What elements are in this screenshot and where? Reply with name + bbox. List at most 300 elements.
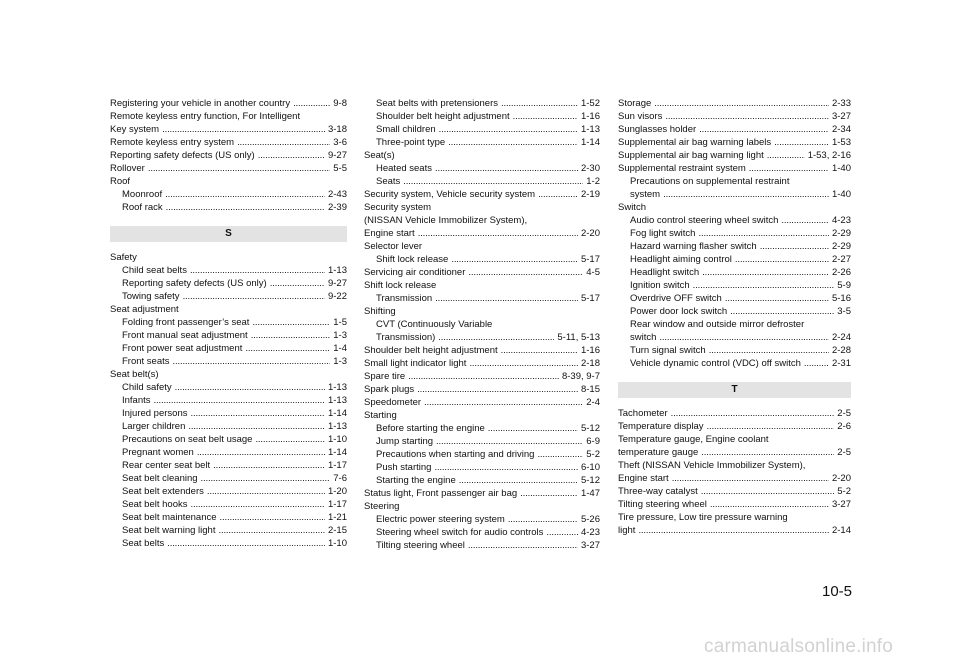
dot-leader: [434, 461, 578, 474]
dot-leader: [191, 498, 325, 511]
page-reference: 2-31: [831, 358, 851, 369]
entry-text: Storage: [618, 98, 652, 109]
dot-leader: [730, 305, 834, 318]
page-reference: 1-21: [327, 512, 347, 523]
index-entry: [364, 539, 600, 552]
entry-text: Seat belt warning light: [122, 525, 216, 536]
entry-text: Electric power steering system: [376, 514, 505, 525]
page-reference: 2-39: [327, 202, 347, 213]
entry-text: Supplemental restraint system: [618, 163, 746, 174]
entry-text: Rear center seat belt: [122, 460, 211, 471]
page-reference: 2-15: [327, 525, 347, 536]
page-reference: 2-26: [831, 267, 851, 278]
page-reference: 6-9: [586, 436, 600, 447]
page-reference: 3-5: [837, 306, 851, 317]
page-reference: 3-27: [831, 111, 851, 122]
entry-text: Front seats: [122, 356, 170, 367]
page-reference: 1-13: [327, 395, 347, 406]
entry-text: Switch: [618, 202, 646, 213]
index-entry: [110, 446, 347, 459]
page-reference: 2-18: [580, 358, 600, 369]
dot-leader: [672, 472, 829, 485]
entry-text: Engine start: [364, 228, 415, 239]
index-entry: [618, 357, 851, 370]
index-entry: [110, 329, 347, 342]
dot-leader: [501, 97, 578, 110]
dot-leader: [220, 511, 325, 524]
dot-leader: [165, 188, 325, 201]
entry-text: Pregnant women: [122, 447, 194, 458]
page-reference: 5-2: [837, 486, 851, 497]
dot-leader: [448, 136, 578, 149]
dot-leader: [710, 498, 829, 511]
entry-text: Reporting safety defects (US only): [122, 278, 267, 289]
page-reference: 3-27: [831, 499, 851, 510]
entry-text: Overdrive OFF switch: [630, 293, 722, 304]
page-reference: 5-11, 5-13: [557, 332, 600, 343]
page-reference: 1-14: [327, 447, 347, 458]
dot-leader: [701, 485, 835, 498]
dot-leader: [252, 316, 330, 329]
dot-leader: [218, 524, 325, 537]
index-entry: [618, 266, 851, 279]
dot-leader: [701, 446, 834, 459]
dot-leader: [735, 253, 829, 266]
dot-leader: [154, 394, 325, 407]
index-entry: [618, 214, 851, 227]
index-column-2: [364, 97, 600, 552]
index-entry: [110, 251, 347, 264]
index-entry: [364, 266, 600, 279]
page-reference: 5-16: [831, 293, 851, 304]
dot-leader: [403, 175, 583, 188]
dot-leader: [725, 292, 829, 305]
dot-leader: [167, 537, 325, 550]
dot-leader: [546, 526, 578, 539]
index-entry: [364, 435, 600, 448]
entry-text: Tilting steering wheel: [376, 540, 465, 551]
page-reference: 2-24: [831, 332, 851, 343]
page-reference: 4-5: [586, 267, 600, 278]
entry-text: Roof: [110, 176, 131, 187]
index-entry: [618, 253, 851, 266]
entry-text: Headlight switch: [630, 267, 700, 278]
entry-text: Shoulder belt height adjustment: [364, 345, 498, 356]
index-entry: [364, 461, 600, 474]
index-entry: [110, 303, 347, 316]
entry-text: Transmission): [376, 332, 436, 343]
entry-text: Rollover: [110, 163, 145, 174]
page-reference: 5-2: [586, 449, 600, 460]
page-reference: 2-30: [580, 163, 600, 174]
entry-text: Infants: [122, 395, 151, 406]
entry-text: Ignition switch: [630, 280, 690, 291]
index-entry: [618, 459, 851, 485]
page-reference: 2-28: [831, 345, 851, 356]
page-reference: 1-53: [831, 137, 851, 148]
entry-text: Seat belt hooks: [122, 499, 188, 510]
index-entry: [110, 368, 347, 381]
index-entry: [110, 355, 347, 368]
index-entry: [110, 342, 347, 355]
entry-text: Front power seat adjustment: [122, 343, 243, 354]
index-entry: [110, 394, 347, 407]
entry-text: Front manual seat adjustment: [122, 330, 248, 341]
entry-text: Starting: [364, 410, 397, 421]
entry-text: Remote keyless entry function, For Intelligent: [110, 111, 301, 122]
index-entry: [364, 279, 600, 292]
entry-text: Remote keyless entry system: [110, 137, 235, 148]
dot-leader: [767, 149, 805, 162]
index-entry: [110, 537, 347, 550]
index-entry: [618, 201, 851, 214]
index-entry: [618, 433, 851, 459]
index-entry: [618, 97, 851, 110]
page-reference: 2-5: [837, 447, 851, 458]
page-reference: 3-27: [580, 540, 600, 551]
index-entry: [110, 136, 347, 149]
dot-leader: [488, 422, 578, 435]
index-entry: [110, 175, 347, 188]
index-entry: [110, 149, 347, 162]
index-entry: [618, 110, 851, 123]
entry-text: Small light indicator light: [364, 358, 467, 369]
entry-text: Moonroof: [122, 189, 163, 200]
index-entry: [618, 227, 851, 240]
index-entry: [110, 498, 347, 511]
entry-text: Vehicle dynamic control (VDC) off switch: [630, 358, 801, 369]
page-reference: 1-13: [327, 265, 347, 276]
dot-leader: [665, 110, 829, 123]
page-reference: 2-29: [831, 241, 851, 252]
entry-text: Temperature gauge, Engine coolant: [618, 434, 769, 445]
index-entry: [110, 162, 347, 175]
entry-text: Seat adjustment: [110, 304, 179, 315]
entry-text: Starting the engine: [376, 475, 456, 486]
dot-leader: [183, 290, 325, 303]
index-entry: [618, 498, 851, 511]
dot-leader: [188, 420, 325, 433]
entry-text: Precautions on seat belt usage: [122, 434, 253, 445]
page-reference: 2-14: [831, 525, 851, 536]
dot-leader: [258, 149, 325, 162]
dot-leader: [293, 97, 330, 110]
entry-text: Seats: [376, 176, 401, 187]
page-reference: 3-6: [333, 137, 347, 148]
entry-text: Temperature display: [618, 421, 704, 432]
dot-leader: [270, 277, 325, 290]
entry-text: Steering wheel switch for audio controls: [376, 527, 544, 538]
index-entry: [364, 253, 600, 266]
page-reference: 1-17: [327, 460, 347, 471]
index-entry: [110, 381, 347, 394]
entry-text: Safety: [110, 252, 137, 263]
entry-text: Jump starting: [376, 436, 434, 447]
dot-leader: [468, 539, 578, 552]
page-reference: 1-20: [327, 486, 347, 497]
dot-leader: [537, 448, 583, 461]
page-reference: 1-2: [586, 176, 600, 187]
watermark: carmanualsonline.info: [704, 636, 894, 657]
page-reference: 3-18: [327, 124, 347, 135]
index-entry: [364, 500, 600, 513]
dot-leader: [804, 357, 829, 370]
dot-leader: [638, 524, 829, 537]
index-entry: [110, 420, 347, 433]
entry-text: Theft (NISSAN Vehicle Immobilizer System),: [618, 460, 806, 471]
dot-leader: [709, 344, 829, 357]
dot-leader: [237, 136, 330, 149]
entry-text: Injured persons: [122, 408, 188, 419]
index-entry: [110, 97, 347, 110]
entry-text: Seat belts: [122, 538, 165, 549]
dot-leader: [693, 279, 835, 292]
page-reference: 1-16: [580, 345, 600, 356]
page-reference: 9-22: [327, 291, 347, 302]
index-entry: [364, 383, 600, 396]
dot-leader: [438, 331, 554, 344]
dot-leader: [508, 513, 578, 526]
entry-text: Tachometer: [618, 408, 668, 419]
dot-leader: [435, 292, 578, 305]
page-reference: 2-6: [837, 421, 851, 432]
dot-leader: [774, 136, 829, 149]
dot-leader: [175, 381, 325, 394]
entry-text: Selector lever: [364, 241, 423, 252]
page-reference: 1-16: [580, 111, 600, 122]
entry-text: Steering: [364, 501, 400, 512]
page-reference: 1-17: [327, 499, 347, 510]
index-entry: [618, 175, 851, 201]
page-reference: 1-3: [333, 330, 347, 341]
entry-text: Towing safety: [122, 291, 180, 302]
dot-leader: [424, 396, 583, 409]
entry-text: Seat belts with pretensioners: [376, 98, 498, 109]
index-entry: [110, 524, 347, 537]
entry-text: Power door lock switch: [630, 306, 728, 317]
index-entry: [110, 290, 347, 303]
entry-text: Push starting: [376, 462, 432, 473]
page-reference: 5-12: [580, 423, 600, 434]
index-entry: [364, 513, 600, 526]
page-reference: 5-5: [333, 163, 347, 174]
entry-text: light: [618, 525, 636, 536]
index-entry: [618, 305, 851, 318]
dot-leader: [197, 446, 325, 459]
dot-leader: [190, 264, 325, 277]
index-entry: [618, 485, 851, 498]
page-reference: 1-13: [327, 421, 347, 432]
dot-leader: [663, 188, 829, 201]
page-reference: 2-20: [831, 473, 851, 484]
index-entry: [110, 459, 347, 472]
entry-text: temperature gauge: [618, 447, 699, 458]
entry-text: Child safety: [122, 382, 172, 393]
entry-text: system: [630, 189, 661, 200]
page-reference: 9-27: [327, 278, 347, 289]
entry-text: Child seat belts: [122, 265, 187, 276]
entry-text: Precautions on supplemental restraint: [630, 176, 790, 187]
index-entry: [364, 344, 600, 357]
entry-text: Three-way catalyst: [618, 486, 698, 497]
dot-leader: [201, 472, 331, 485]
page-reference: 2-33: [831, 98, 851, 109]
index-entry: [618, 420, 851, 433]
dot-leader: [702, 266, 829, 279]
index-entry: [110, 201, 347, 214]
page-reference: 6-10: [580, 462, 600, 473]
entry-text: Larger children: [122, 421, 186, 432]
entry-text: Registering your vehicle in another country: [110, 98, 291, 109]
entry-text: Servicing air conditioner: [364, 267, 466, 278]
entry-text: switch: [630, 332, 657, 343]
dot-leader: [781, 214, 829, 227]
entry-text: Seat belt(s): [110, 369, 159, 380]
index-entry: [618, 344, 851, 357]
entry-text: Sun visors: [618, 111, 663, 122]
index-entry: [618, 279, 851, 292]
page-reference: 5-9: [837, 280, 851, 291]
index-entry: [364, 396, 600, 409]
dot-leader: [166, 201, 325, 214]
page-reference: 9-27: [327, 150, 347, 161]
dot-leader: [468, 266, 583, 279]
index-entry: [364, 123, 600, 136]
entry-text: Three-point type: [376, 137, 446, 148]
entry-text: Security system: [364, 202, 432, 213]
entry-text: Speedometer: [364, 397, 422, 408]
page-reference: 7-6: [333, 473, 347, 484]
dot-leader: [671, 407, 835, 420]
entry-text: Before starting the engine: [376, 423, 485, 434]
dot-leader: [451, 253, 578, 266]
index-entry: [364, 474, 600, 487]
entry-text: Engine start: [618, 473, 669, 484]
dot-leader: [418, 227, 578, 240]
index-entry: [618, 136, 851, 149]
index-entry: [110, 110, 347, 136]
page-reference: 1-5: [333, 317, 347, 328]
entry-text: Turn signal switch: [630, 345, 706, 356]
dot-leader: [213, 459, 325, 472]
page-reference: 2-34: [831, 124, 851, 135]
entry-text: Security system, Vehicle security system: [364, 189, 536, 200]
page-reference: 1-13: [327, 382, 347, 393]
page-reference: 1-10: [327, 434, 347, 445]
page-number: 10-5: [822, 583, 853, 600]
page-reference: 2-20: [580, 228, 600, 239]
section-header: S: [110, 226, 347, 242]
page-reference: 8-15: [580, 384, 600, 395]
page-reference: 1-14: [580, 137, 600, 148]
index-entry: [110, 264, 347, 277]
index-entry: [110, 511, 347, 524]
index-entry: [110, 316, 347, 329]
page-reference: 2-43: [327, 189, 347, 200]
dot-leader: [408, 370, 559, 383]
entry-text: Tilting steering wheel: [618, 499, 707, 510]
page-reference: 1-3: [333, 356, 347, 367]
index-entry: [618, 162, 851, 175]
entry-text: Fog light switch: [630, 228, 696, 239]
entry-text: Shift lock release: [376, 254, 449, 265]
dot-leader: [707, 420, 835, 433]
index-entry: [618, 240, 851, 253]
index-entry: [364, 448, 600, 461]
index-entry: [364, 162, 600, 175]
entry-text: Seat belt extenders: [122, 486, 204, 497]
index-entry: [618, 292, 851, 305]
page-reference: 5-26: [580, 514, 600, 525]
page-reference: 2-27: [831, 254, 851, 265]
index-entry: [364, 97, 600, 110]
index-entry: [110, 277, 347, 290]
index-entry: [618, 149, 851, 162]
dot-leader: [255, 433, 325, 446]
dot-leader: [760, 240, 829, 253]
dot-leader: [659, 331, 829, 344]
index-entry: [364, 305, 600, 318]
page-reference: 1-10: [327, 538, 347, 549]
dot-leader: [459, 474, 578, 487]
page-reference: 1-4: [333, 343, 347, 354]
index-entry: [364, 409, 600, 422]
index-entry: [618, 407, 851, 420]
entry-text: Headlight aiming control: [630, 254, 732, 265]
index-entry: [364, 201, 600, 240]
index-entry: [110, 485, 347, 498]
entry-text: Tire pressure, Low tire pressure warning: [618, 512, 788, 523]
page-reference: 5-17: [580, 254, 600, 265]
dot-leader: [654, 97, 829, 110]
entry-text: Hazard warning flasher switch: [630, 241, 757, 252]
entry-text: Precautions when starting and driving: [376, 449, 535, 460]
page-reference: 2-19: [580, 189, 600, 200]
index-entry: [618, 318, 851, 344]
entry-text: Folding front passenger’s seat: [122, 317, 250, 328]
dot-leader: [698, 227, 829, 240]
page-reference: 9-8: [333, 98, 347, 109]
index-entry: [110, 433, 347, 446]
entry-text: Audio control steering wheel switch: [630, 215, 779, 226]
dot-leader: [749, 162, 829, 175]
dot-leader: [251, 329, 331, 342]
index-entry: [364, 240, 600, 253]
index-entry: [110, 407, 347, 420]
entry-text: Sunglasses holder: [618, 124, 697, 135]
index-entry: [618, 123, 851, 136]
page-reference: 1-47: [580, 488, 600, 499]
page-reference: 4-23: [580, 527, 600, 538]
dot-leader: [190, 407, 325, 420]
entry-text: Heated seats: [376, 163, 432, 174]
page-reference: 8-39, 9-7: [561, 371, 600, 382]
index-entry: [364, 370, 600, 383]
index-entry: [364, 292, 600, 305]
dot-leader: [538, 188, 578, 201]
dot-leader: [699, 123, 829, 136]
entry-text: Shifting: [364, 306, 396, 317]
dot-leader: [436, 435, 583, 448]
entry-text: Seat(s): [364, 150, 395, 161]
page-reference: 1-13: [580, 124, 600, 135]
dot-leader: [162, 123, 325, 136]
page-reference: 1-40: [831, 163, 851, 174]
dot-leader: [520, 487, 578, 500]
entry-text: Supplemental air bag warning labels: [618, 137, 772, 148]
page-reference: 2-4: [586, 397, 600, 408]
page-reference: 1-53, 2-16: [807, 150, 851, 161]
